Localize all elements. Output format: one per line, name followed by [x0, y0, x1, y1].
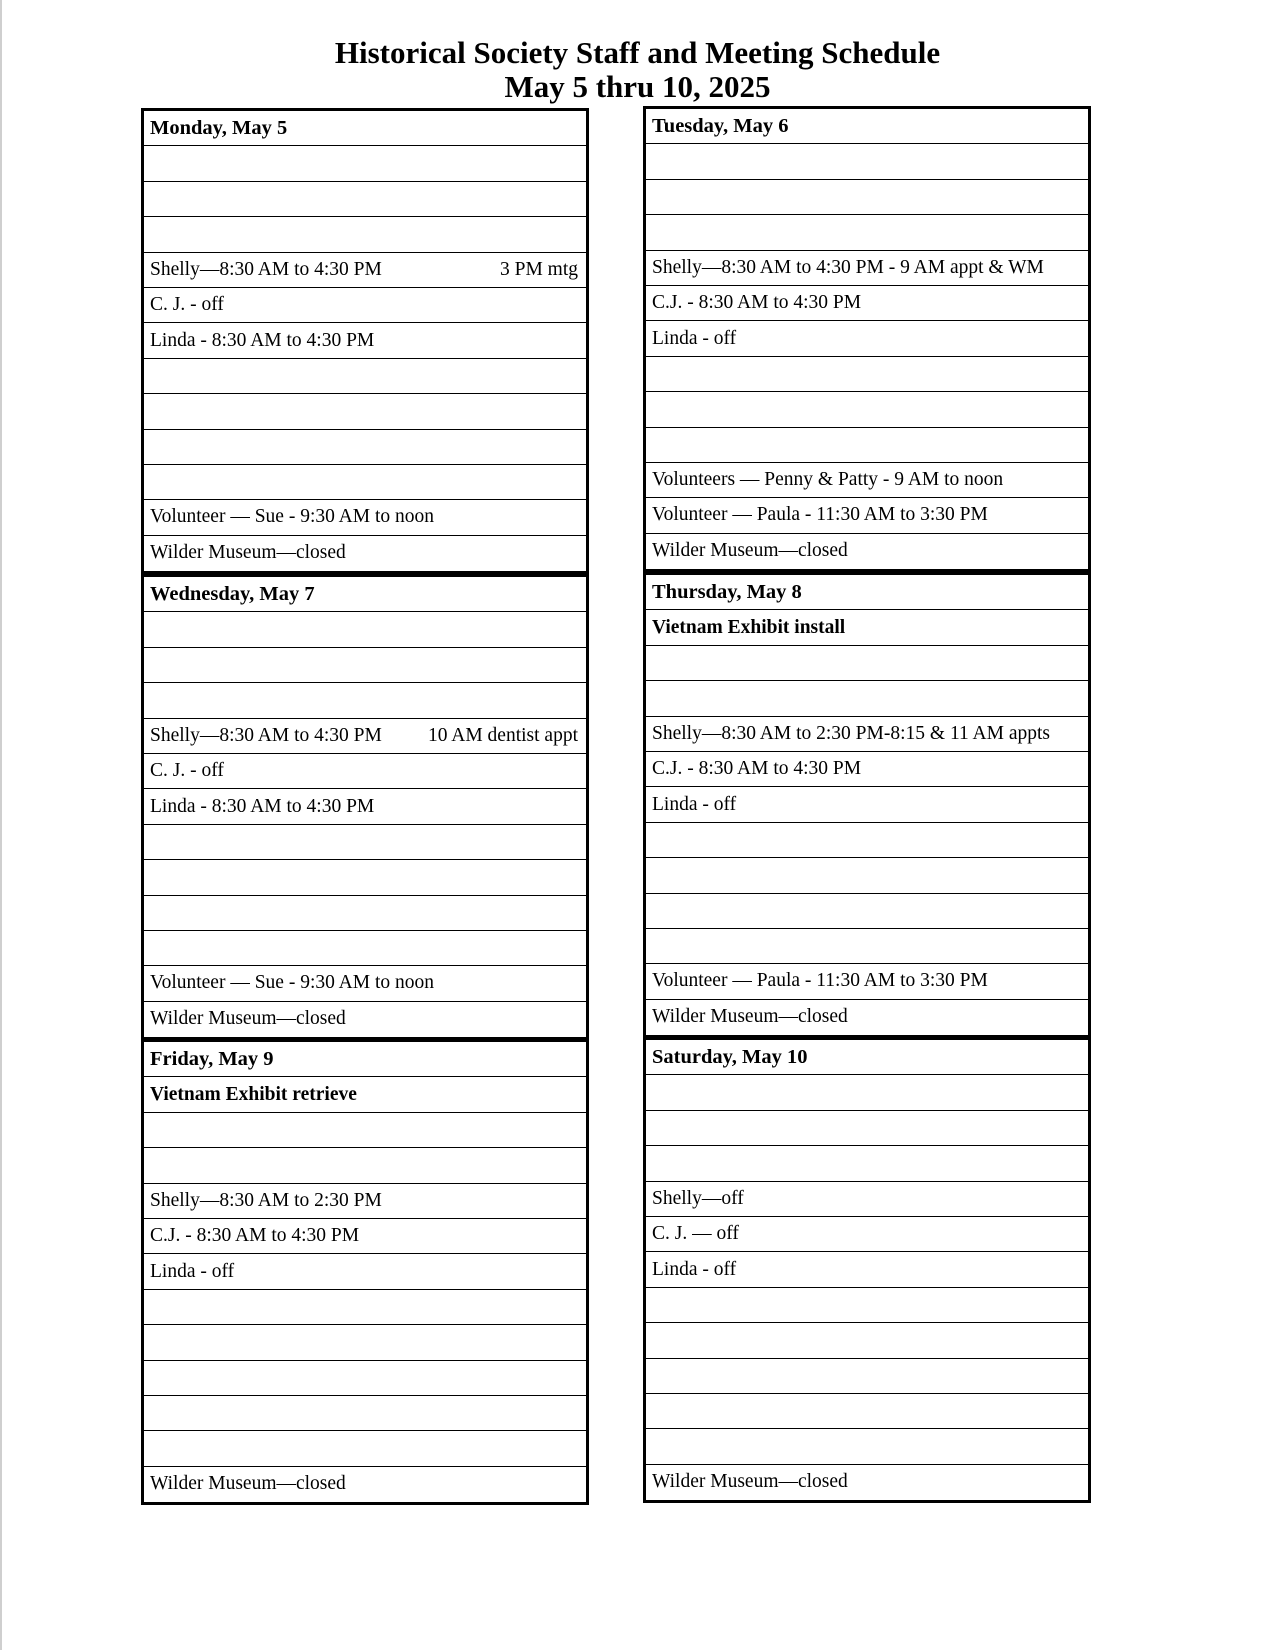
schedule-row	[144, 719, 586, 754]
schedule-entry: Linda - 8:30 AM to 4:30 PM	[150, 795, 375, 817]
schedule-row	[646, 180, 1088, 215]
schedule-row	[144, 1396, 586, 1431]
schedule-entry: Linda - off	[150, 1260, 235, 1282]
schedule-row	[144, 825, 586, 860]
schedule-note: 3 PM mtg	[499, 258, 578, 280]
schedule-row	[646, 498, 1088, 533]
schedule-entry: C. J. - off	[150, 294, 224, 316]
schedule-note: 10 AM dentist appt	[427, 724, 578, 746]
schedule-row	[144, 1219, 586, 1254]
day-schedule-box	[643, 1037, 1091, 1503]
schedule-row	[646, 610, 1088, 645]
schedule-row	[646, 1111, 1088, 1146]
schedule-entry: Volunteers — Penny & Patty - 9 AM to noon	[652, 469, 1004, 491]
schedule-entry: Shelly—8:30 AM to 4:30 PM	[150, 258, 382, 280]
schedule-row	[144, 860, 586, 895]
schedule-row	[646, 392, 1088, 427]
schedule-row	[144, 1077, 586, 1112]
schedule-entry: Wilder Museum—closed	[652, 1471, 848, 1493]
schedule-entry: Shelly—8:30 AM to 2:30 PM	[150, 1189, 382, 1211]
schedule-entry: Wilder Museum—closed	[150, 1008, 346, 1030]
schedule-row	[144, 394, 586, 429]
schedule-row	[646, 823, 1088, 858]
schedule-row	[646, 286, 1088, 321]
page-title: Historical Society Staff and Meeting Schedule	[334, 35, 941, 70]
schedule-entry: Wilder Museum—closed	[652, 540, 848, 562]
schedule-entry: Volunteer — Paula - 11:30 AM to 3:30 PM	[652, 970, 988, 992]
schedule-row	[646, 787, 1088, 822]
schedule-row	[646, 1429, 1088, 1464]
schedule-row	[144, 648, 586, 683]
schedule-entry: Volunteer — Paula - 11:30 AM to 3:30 PM	[652, 504, 988, 526]
schedule-row	[144, 1290, 586, 1325]
schedule-row	[646, 717, 1088, 752]
schedule-row	[646, 894, 1088, 929]
schedule-row	[144, 146, 586, 181]
schedule-row	[144, 253, 586, 288]
schedule-row	[646, 215, 1088, 250]
schedule-row	[144, 789, 586, 824]
schedule-entry: Shelly—8:30 AM to 4:30 PM - 9 AM appt & WM	[652, 256, 1044, 278]
schedule-entry: C.J. - 8:30 AM to 4:30 PM	[150, 1225, 360, 1247]
day-header: Monday, May 5	[144, 111, 586, 146]
schedule-row	[144, 612, 586, 647]
schedule-row	[144, 1431, 586, 1466]
schedule-entry: Linda - off	[652, 327, 737, 349]
schedule-row	[646, 1075, 1088, 1110]
schedule-row	[646, 1465, 1088, 1500]
schedule-row	[646, 463, 1088, 498]
schedule-row	[646, 357, 1088, 392]
schedule-entry: Volunteer — Sue - 9:30 AM to noon	[150, 972, 435, 994]
schedule-row	[646, 646, 1088, 681]
schedule-row	[646, 534, 1088, 569]
schedule-entry: Linda - 8:30 AM to 4:30 PM	[150, 329, 375, 351]
page-edge	[0, 0, 2, 1650]
schedule-row	[144, 1148, 586, 1183]
schedule-row	[144, 754, 586, 789]
schedule-row	[144, 359, 586, 394]
schedule-row	[646, 428, 1088, 463]
schedule-row	[646, 929, 1088, 964]
schedule-row	[144, 896, 586, 931]
schedule-row	[144, 536, 586, 571]
schedule-row	[144, 1002, 586, 1037]
schedule-entry: Vietnam Exhibit retrieve	[150, 1083, 357, 1105]
schedule-row	[144, 931, 586, 966]
day-header: Thursday, May 8	[646, 575, 1088, 610]
schedule-row	[144, 465, 586, 500]
schedule-row	[646, 1000, 1088, 1035]
schedule-row	[646, 251, 1088, 286]
schedule-entry: Linda - off	[652, 1258, 737, 1280]
day-schedule-box	[643, 106, 1091, 572]
schedule-entry: C. J. — off	[652, 1223, 739, 1245]
schedule-row	[144, 1113, 586, 1148]
day-schedule-box	[141, 108, 589, 574]
schedule-row	[646, 752, 1088, 787]
schedule-row	[144, 1361, 586, 1396]
schedule-row	[144, 1325, 586, 1360]
schedule-entry: Wilder Museum—closed	[150, 542, 346, 564]
schedule-row	[646, 1288, 1088, 1323]
schedule-row	[646, 1359, 1088, 1394]
schedule-row	[646, 1394, 1088, 1429]
schedule-entry: Shelly—8:30 AM to 2:30 PM-8:15 & 11 AM appts	[652, 722, 1050, 744]
schedule-row	[144, 1184, 586, 1219]
schedule-row	[646, 1146, 1088, 1181]
schedule-row	[144, 323, 586, 358]
schedule-row	[646, 964, 1088, 999]
schedule-entry: Shelly—off	[652, 1187, 744, 1209]
page-subtitle: May 5 thru 10, 2025	[504, 69, 771, 104]
day-schedule-box	[141, 574, 589, 1040]
schedule-row	[646, 144, 1088, 179]
schedule-row	[144, 182, 586, 217]
schedule-row	[646, 1217, 1088, 1252]
day-schedule-box	[141, 1039, 589, 1505]
schedule-row	[144, 288, 586, 323]
schedule-entry: Wilder Museum—closed	[652, 1006, 848, 1028]
schedule-row	[144, 500, 586, 535]
schedule-row	[144, 217, 586, 252]
schedule-entry: Linda - off	[652, 793, 737, 815]
schedule-entry: Wilder Museum—closed	[150, 1473, 346, 1495]
day-header: Wednesday, May 7	[144, 577, 586, 612]
schedule-row	[144, 1254, 586, 1289]
schedule-entry: C. J. - off	[150, 760, 224, 782]
day-header: Friday, May 9	[144, 1042, 586, 1077]
schedule-entry: C.J. - 8:30 AM to 4:30 PM	[652, 292, 862, 314]
schedule-entry: Shelly—8:30 AM to 4:30 PM	[150, 724, 382, 746]
schedule-row	[144, 683, 586, 718]
schedule-row	[646, 1182, 1088, 1217]
schedule-entry: Vietnam Exhibit install	[652, 616, 846, 638]
schedule-row	[646, 1323, 1088, 1358]
schedule-row	[646, 681, 1088, 716]
schedule-row	[144, 1467, 586, 1502]
schedule-entry: Volunteer — Sue - 9:30 AM to noon	[150, 506, 435, 528]
day-header: Saturday, May 10	[646, 1040, 1088, 1075]
schedule-row	[646, 1252, 1088, 1287]
schedule-entry: C.J. - 8:30 AM to 4:30 PM	[652, 758, 862, 780]
schedule-row	[144, 966, 586, 1001]
schedule-row	[646, 321, 1088, 356]
day-header: Tuesday, May 6	[646, 109, 1088, 144]
schedule-row	[646, 858, 1088, 893]
day-schedule-box	[643, 572, 1091, 1038]
schedule-row	[144, 430, 586, 465]
